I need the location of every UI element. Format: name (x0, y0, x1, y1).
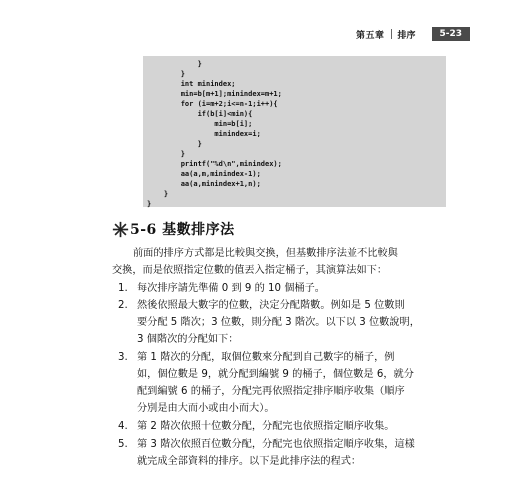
step-marker: 1. (118, 283, 128, 294)
step-line: 3 個階次的分配如下： (137, 334, 239, 345)
code-line: } (147, 200, 152, 208)
step-line: 第 3 階次依照百位數分配，分配完也依照指定順序收集，這樣 (137, 439, 415, 450)
code-line: min=b[i]; (147, 120, 253, 128)
chapter-label: 第五章 (356, 30, 385, 41)
step-marker: 4. (118, 421, 128, 432)
step-line: 每次排序請先準備 0 到 9 的 10 個桶子。 (137, 283, 325, 294)
section-heading (112, 219, 235, 239)
page-number: 5-23 (432, 27, 471, 41)
code-line: int minindex; (147, 80, 236, 88)
code-line: printf("%d\n",minindex); (147, 160, 282, 168)
step-marker: 5. (118, 439, 128, 450)
page-header (356, 27, 470, 41)
code-line: } (147, 190, 169, 198)
code-line: if(b[i]<min){ (147, 110, 253, 118)
step-marker: 3. (118, 352, 128, 363)
code-block (143, 56, 446, 207)
intro-line: 前面的排序方式都是比較與交換，但基數排序法並不比較與 (133, 248, 398, 259)
step-line: 第 1 階次的分配，取個位數來分配到自己數字的桶子，例 (137, 352, 395, 363)
star-gear-icon (112, 221, 129, 238)
code-line: } (147, 150, 185, 158)
step-line: 如，個位數是 9，就分配到編號 9 的桶子，個位數是 6，就分 (137, 369, 414, 380)
code-line: } (147, 70, 185, 78)
step-line: 第 2 階次依照十位數分配，分配完也依照指定順序收集。 (137, 421, 395, 432)
step-line: 分別是由大而小或由小而大）。 (137, 403, 275, 414)
code-line: minindex=i; (147, 130, 261, 138)
step-line: 配到編號 6 的桶子，分配完再依照指定排序順序收集（順序 (137, 386, 405, 397)
section-tag: 排序 (397, 30, 416, 41)
step-marker: 2. (118, 300, 128, 311)
header-divider (391, 29, 392, 39)
code-line: aa(a,m,minindex-1); (147, 170, 261, 178)
code-line: } (147, 60, 202, 68)
step-line: 然後依照最大數字的位數，決定分配階數。例如是 5 位數則 (137, 300, 405, 311)
step-line: 要分配 5 階次；3 位數，則分配 3 階次。以下以 3 位數說明， (137, 317, 420, 328)
code-line: for (i=m+2;i<=n-1;i++){ (147, 100, 278, 108)
intro-line: 交換，而是依照指定位數的值丟入指定桶子，其演算法如下： (112, 265, 388, 276)
section-title: 5-6 基數排序法 (130, 222, 235, 238)
code-line: min=b[m+1];minindex=m+1; (147, 90, 282, 98)
code-line: } (147, 140, 202, 148)
step-line: 就完成全部資料的排序。以下是此排序法的程式： (137, 456, 362, 467)
code-line: aa(a,minindex+1,n); (147, 180, 261, 188)
